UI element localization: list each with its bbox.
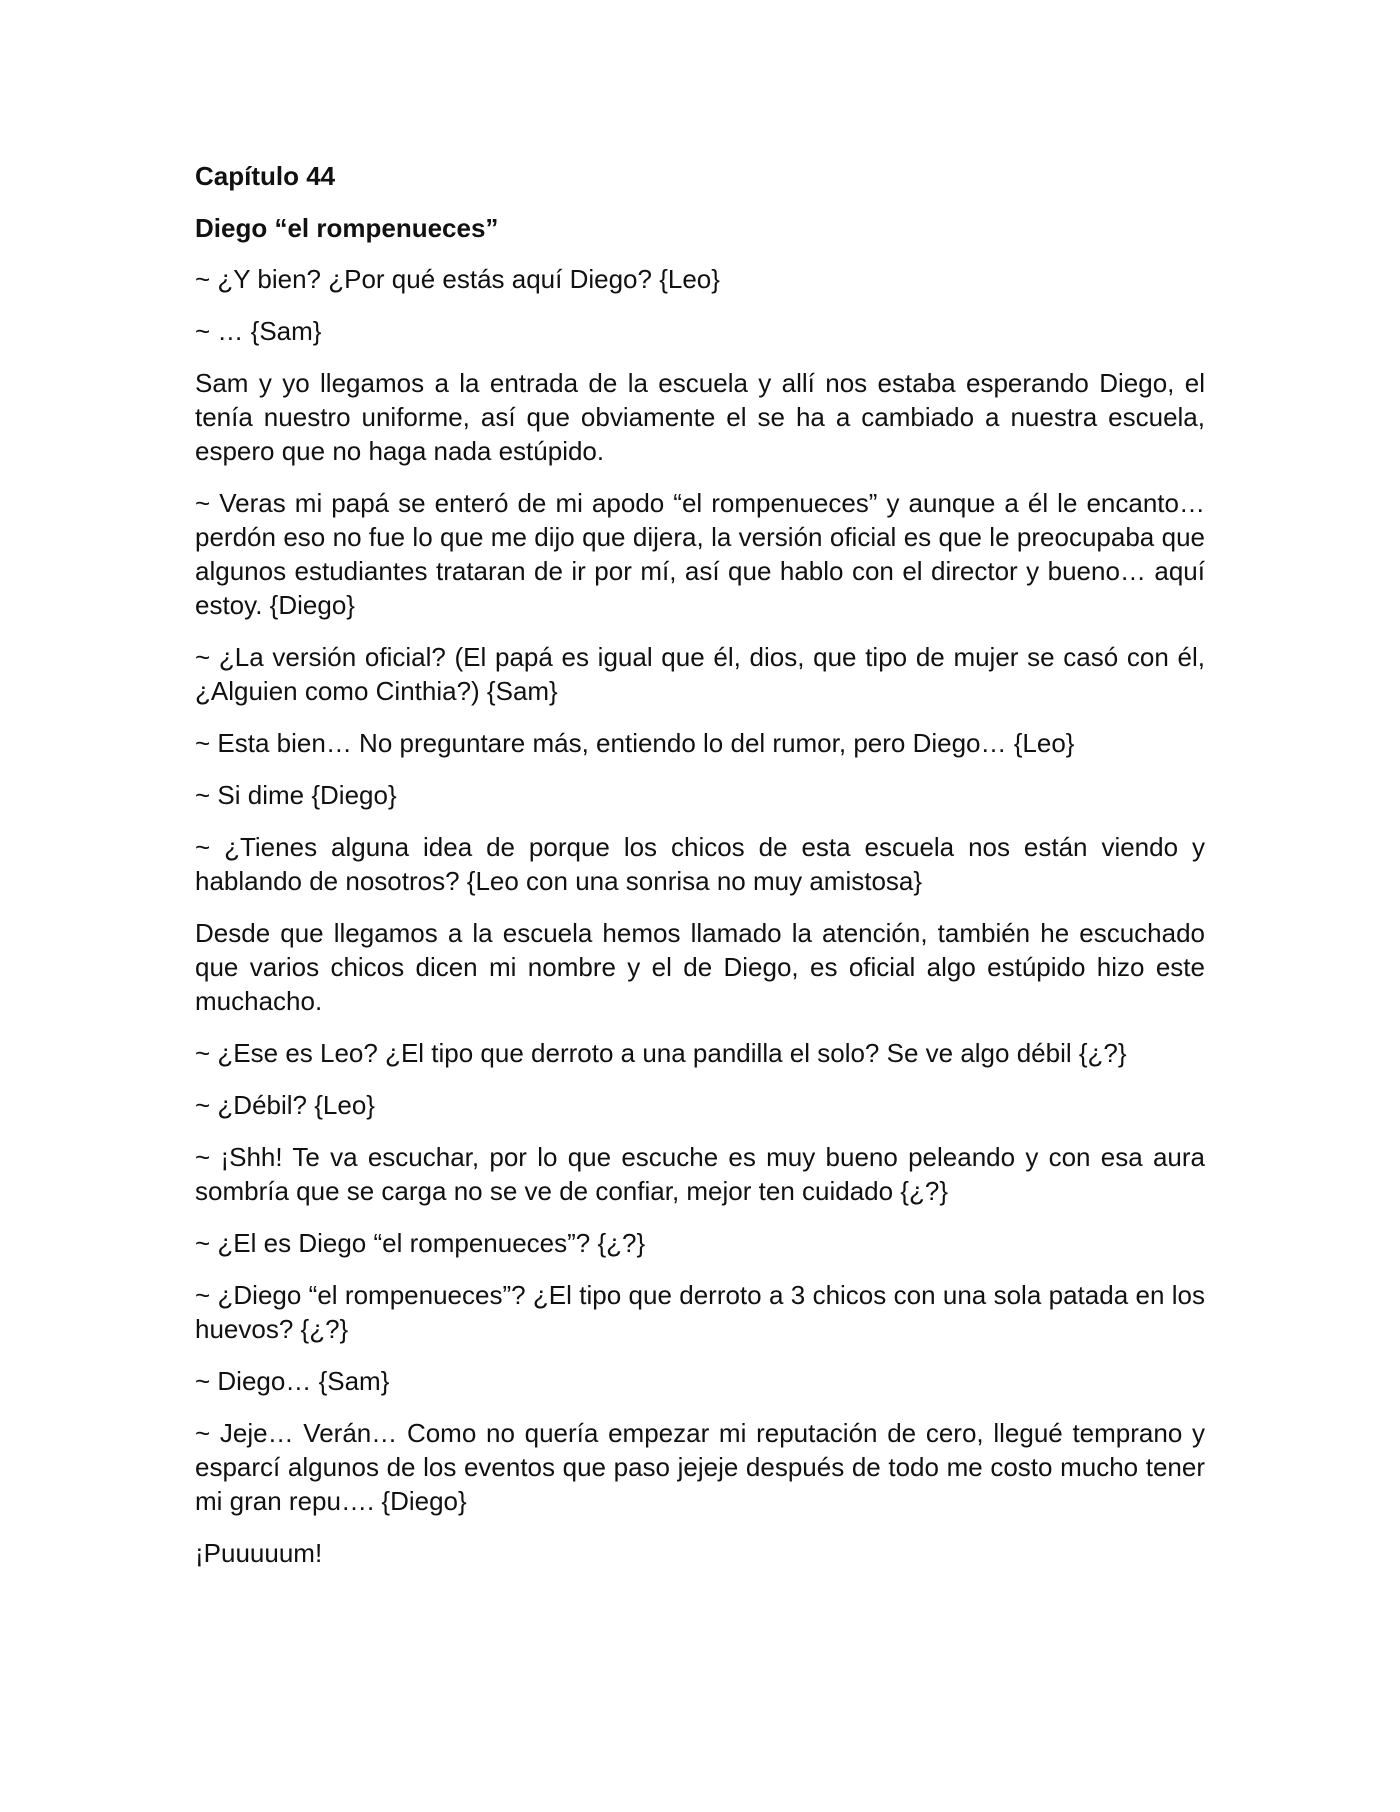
paragraph: ~ ¿El es Diego “el rompenueces”? {¿?} — [195, 1228, 646, 1258]
paragraph: ~ ¿Diego “el rompenueces”? ¿El tipo que derroto a 3 chicos con una sola patada en los huevos? {¿?} — [195, 1280, 1205, 1344]
paragraph: ~ ¿Tienes alguna idea de porque los chicos de esta escuela nos están viendo y hablando de nosotros? {Leo con una sonrisa no muy amistosa} — [195, 832, 1205, 896]
paragraph: Sam y yo llegamos a la entrada de la escuela y allí nos estaba esperando Diego, el tenía nuestro uniforme, así que obviamente el se ha a cambiado a nuestra escuela, espero que no haga nada estúpido. — [195, 368, 1205, 466]
paragraph: ¡Puuuuum! — [195, 1538, 323, 1568]
chapter-title: Capítulo 44 — [195, 161, 336, 191]
paragraph: ~ ¿Y bien? ¿Por qué estás aquí Diego? {Leo} — [195, 264, 720, 294]
paragraph: Desde que llegamos a la escuela hemos llamado la atención, también he escuchado que varios chicos dicen mi nombre y el de Diego, es oficial algo estúpido hizo este muchacho. — [195, 918, 1205, 1016]
paragraph: ~ Diego… {Sam} — [195, 1366, 390, 1396]
document-page — [195, 158, 1205, 1588]
paragraph: ~ ¿La versión oficial? (El papá es igual que él, dios, que tipo de mujer se casó con él, ¿Alguien como Cinthia?) {Sam} — [195, 642, 1205, 706]
paragraph: ~ Esta bien… No preguntare más, entiendo lo del rumor, pero Diego… {Leo} — [195, 728, 1075, 758]
paragraph: ~ ¡Shh! Te va escuchar, por lo que escuche es muy bueno peleando y con esa aura sombría que se carga no se ve de confiar, mejor ten cuidado {¿?} — [195, 1142, 1205, 1206]
chapter-subtitle: Diego “el rompenueces” — [195, 213, 499, 243]
paragraph: ~ Si dime {Diego} — [195, 780, 397, 810]
paragraph: ~ ¿Ese es Leo? ¿El tipo que derroto a una pandilla el solo? Se ve algo débil {¿?} — [195, 1038, 1127, 1068]
paragraph: ~ Jeje… Verán… Como no quería empezar mi reputación de cero, llegué temprano y esparcí algunos de los eventos que paso jejeje después de todo me costo mucho tener mi gran repu…. {Diego} — [195, 1418, 1205, 1516]
paragraph: ~ Veras mi papá se enteró de mi apodo “el rompenueces” y aunque a él le encanto… perdón eso no fue lo que me dijo que dijera, la versión oficial es que le preocupaba que algunos estudiantes trataran de ir por mí, así que hablo con el director y bueno… aquí estoy. {Diego} — [195, 488, 1205, 620]
paragraph: ~ ¿Débil? {Leo} — [195, 1090, 375, 1120]
paragraph: ~ … {Sam} — [195, 316, 322, 346]
